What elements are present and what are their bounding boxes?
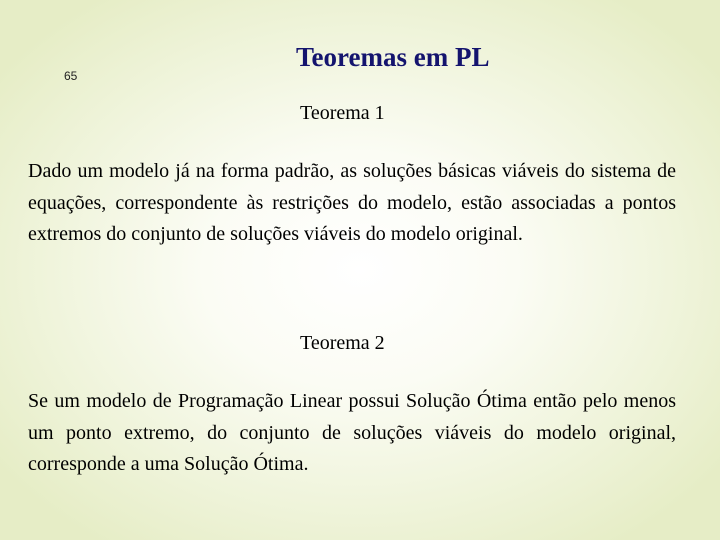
theorem-2-heading: Teorema 2 (300, 332, 385, 354)
page-number: 65 (64, 69, 78, 83)
theorem-2-text: Se um modelo de Programação Linear possui Solução Ótima então pelo menos um ponto extremo, do conjunto de soluções viáveis do modelo original, corresponde a uma Solução Ótima. (28, 390, 676, 475)
theorem-1-text: Dado um modelo já na forma padrão, as soluções básicas viáveis do sistema de equações, correspondente às restrições do modelo, estão associadas a pontos extremos do conjunto de soluções viáveis do modelo original. (28, 160, 676, 245)
slide-title: Teoremas em PL (296, 42, 490, 72)
theorem-1-heading: Teorema 1 (300, 102, 385, 124)
